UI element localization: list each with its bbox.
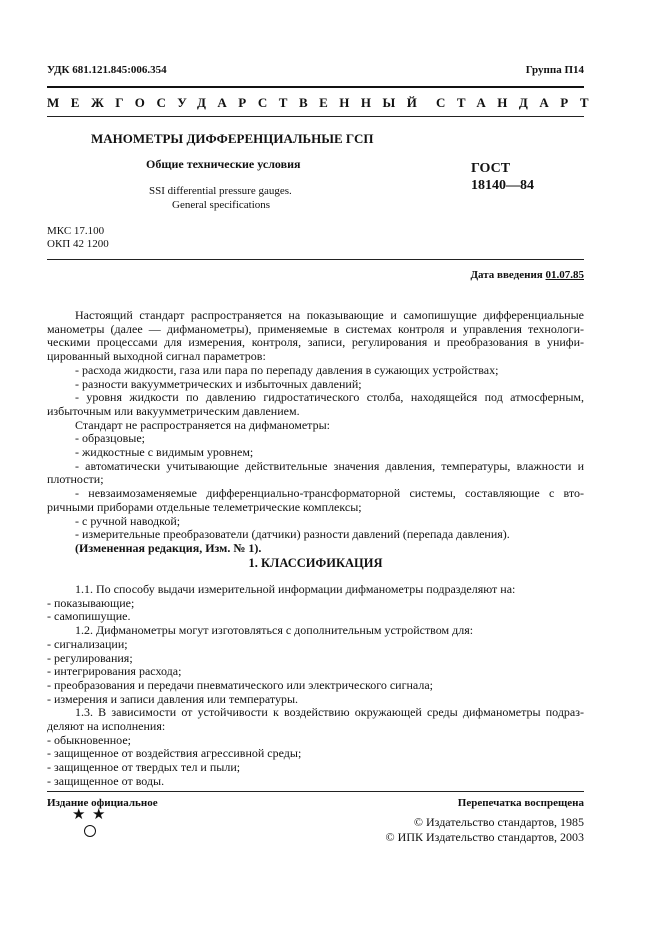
effective-date-value: 01.07.85 [545,269,584,281]
classification-section [47,583,584,789]
document-subtitle: Общие технические условия [146,157,301,171]
list-item: - измерительные преобразователи (датчики) разности давлений (перепада давления). [75,527,510,542]
revision-note: (Измененная редакция, Изм. № 1). [75,540,262,555]
list-item: - интегрирования расхода; [47,664,182,679]
list-item: - с ручной наводкой; [75,513,181,528]
list-item-continuation: ричными приборами отдельные телеметрические комплексы; [47,499,362,514]
intro-line: манометры (далее — дифманометры), применяемые в системах контроля и управления технологи- [47,321,584,336]
intro-line: ческими процессами для измерения, контроля, записи, регулирования и преобразования в унифи- [47,335,584,350]
clause-1-2: 1.2. Дифманометры могут изготовляться с дополнительным устройством для: [75,623,474,638]
footer-rule [47,791,584,792]
official-edition: Издание официальное [47,797,158,809]
list-item: - преобразования и передачи пневматического или электрического сигнала; [47,677,434,692]
banner-standard: СТАНДАРТ [436,95,601,110]
group-code: Группа П14 [525,64,584,76]
star-icon: ★ [72,807,86,823]
star-icon: ★ [92,807,106,823]
okp-code: ОКП 42 1200 [47,238,109,250]
list-item: - регулирования; [47,650,133,665]
list-item: - сигнализации; [47,636,128,651]
copyright-1985: © Издательство стандартов, 1985 [413,815,584,829]
list-item: - защищенное от твердых тел и пыли; [47,760,241,775]
list-item: - автоматически учитывающие действительные значения давления, температуры, влажности и [75,458,584,473]
clause-1-1: 1.1. По способу выдачи измерительной информации дифманометры подразделяют на: [75,582,516,596]
list-item-continuation: избыточным или вакуумметрическим давлением. [47,403,300,418]
mks-code: МКС 17.100 [47,225,105,237]
reprint-prohibited: Перепечатка воспрещена [457,797,584,809]
list-item: - обыкновенное; [47,732,131,747]
list-item: - защищенное от воздействия агрессивной среды; [47,746,302,761]
english-title-line1: SSI differential pressure gauges. [149,185,292,197]
gost-number: 18140—84 [471,178,534,193]
document-title: МАНОМЕТРЫ ДИФФЕРЕНЦИАЛЬНЫЕ ГСП [91,131,374,146]
banner-interstate: МЕЖГОСУДАРСТВЕННЫЙ [47,95,429,110]
list-item: - показывающие; [47,595,135,610]
section-heading-classification: 1. КЛАССИФИКАЦИЯ [248,556,383,570]
gost-label: ГОСТ [471,161,511,176]
list-item: - самопишущие. [47,609,131,624]
intro-line: Настоящий стандарт распространяется на показывающие и самопишущие дифференциальные [75,308,584,322]
banner-rule [47,116,584,117]
list-item: - защищенное от воды. [47,773,165,788]
codes-rule [47,259,584,260]
copyright-2003: © ИПК Издательство стандартов, 2003 [385,830,584,844]
list-item: - уровня жидкости по давлению гидростатического столба, находящейся под атмосферным, [75,390,584,405]
list-item: - жидкостные с видимым уровнем; [75,445,254,460]
list-item: - расхода жидкости, газа или пара по перепаду давления в сужающих устройствах; [75,362,499,377]
intro-line: цированный выходной сигнал параметров: [47,349,266,364]
udk-code: УДК 681.121.845:006.354 [47,64,167,76]
list-item: - разности вакуумметрических и избыточных давлений; [75,376,362,391]
top-rule [47,86,584,88]
effective-date-label: Дата введения [470,269,543,281]
list-item: - невзаимозаменяемые дифференциально-трансформаторной системы, составляющие с вто- [75,486,584,501]
circle-icon [84,825,96,837]
english-title-line2: General specifications [172,199,271,211]
intro-section [47,309,584,556]
list-item: - образцовые; [75,431,145,446]
effective-date [470,269,584,281]
list-item-continuation: плотности; [47,472,104,487]
clause-1-3-continuation: деляют на исполнения: [47,719,166,734]
list-item: - измерения и записи давления или температуры. [47,691,299,706]
clause-1-3: 1.3. В зависимости от устойчивости к воздействию окружающей среды дифманометры подраз- [75,705,584,720]
exclusions-intro: Стандарт не распространяется на дифманометры: [75,417,330,432]
